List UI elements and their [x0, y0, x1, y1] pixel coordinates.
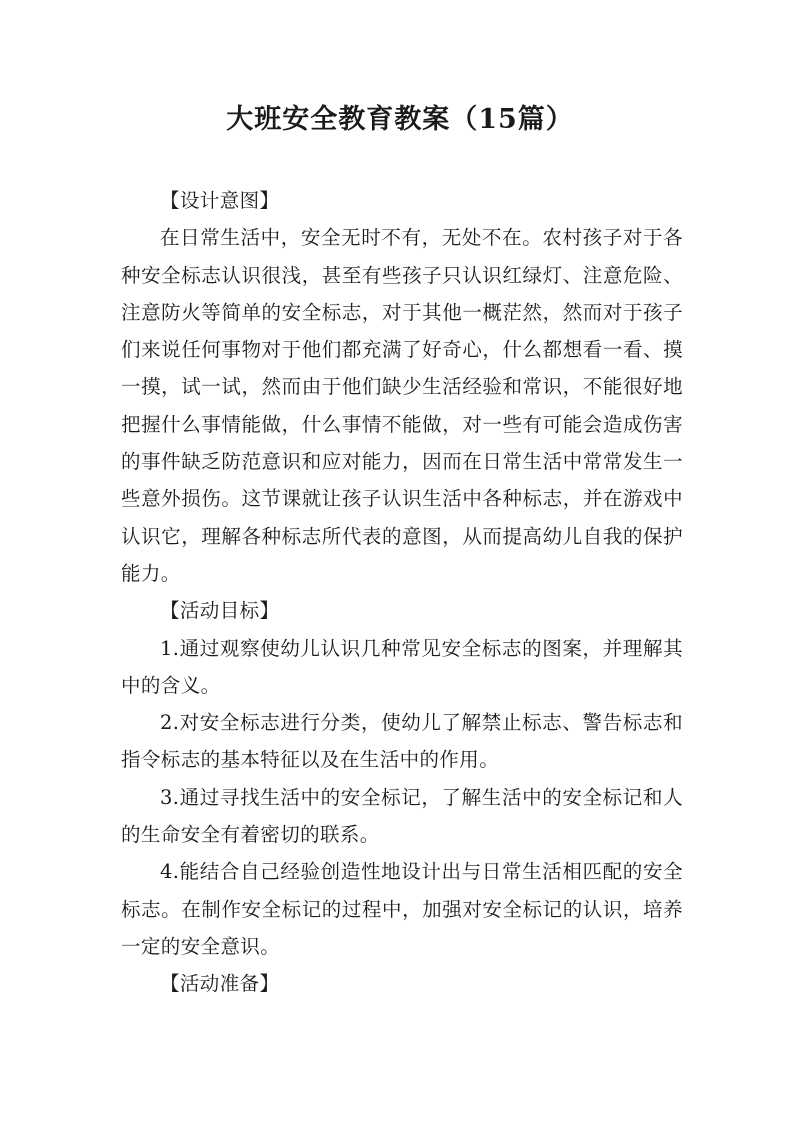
goal-item: 3.通过寻找生活中的安全标记，了解生活中的安全标记和人的生命安全有着密切的联系。 [121, 785, 683, 847]
goal-item: 1.通过观察使幼儿认识几种常见安全标志的图案，并理解其中的含义。 [121, 636, 683, 697]
section-heading: 【活动准备】 [160, 972, 280, 996]
section-heading: 【活动目标】 [160, 599, 280, 623]
body-paragraph: 在日常生活中，安全无时不有，无处不在。农村孩子对于各种安全标志认识很浅，甚至有些孩子只认识红绿灯、注意危险、注意防火等简单的安全标志，对于其他一概茫然，然而对于孩子们来说任何事物对于他们都充满了好奇心，什么都想看一看、摸一摸，试一试，然而由于他们缺少生活经验和常识，不能很好地把握什么事情能做，什么事情不能做，对一些有可能会造成伤害的事件缺乏防范意识和应对能力，因而在日常生活中常常发生一些意外损伤。这节课就让孩子认识生活中各种标志，并在游戏中认识它，理解各种标志所代表的意图，从而提高幼儿自我的保护能力。 [121, 226, 683, 585]
section-heading: 【设计意图】 [160, 189, 280, 212]
section-activity-goals [121, 592, 683, 965]
document-title: 大班安全教育教案（15篇） [226, 104, 574, 135]
goal-item: 4.能结合自己经验创造性地设计出与日常生活相匹配的安全标志。在制作安全标记的过程中，加强对安全标记的认识，培养一定的安全意识。 [121, 860, 683, 958]
document-body [121, 182, 683, 1003]
goal-item: 2.对安全标志进行分类，使幼儿了解禁止标志、警告标志和指令标志的基本特征以及在生活中的作用。 [121, 711, 683, 772]
section-activity-preparation [121, 965, 683, 1002]
section-design-intent [121, 182, 683, 592]
